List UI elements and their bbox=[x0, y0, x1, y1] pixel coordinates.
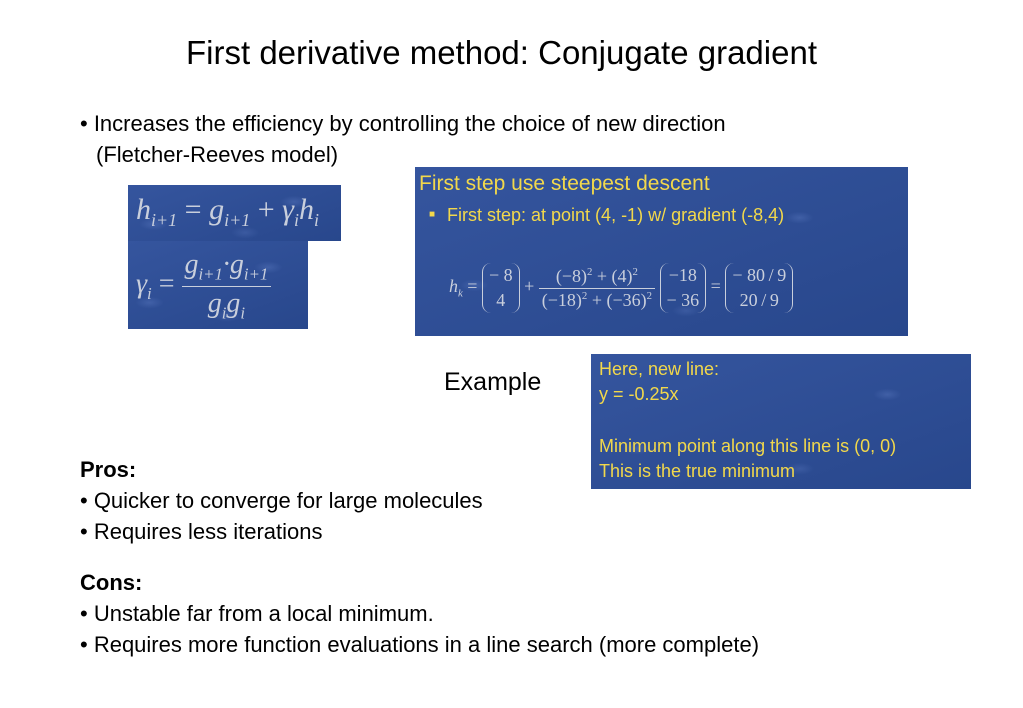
example-line-1: Here, new line: bbox=[599, 359, 720, 379]
steepest-heading: First step use steepest descent bbox=[419, 172, 710, 195]
example-label: Example bbox=[444, 368, 542, 396]
cons-item: • Unstable far from a local minimum. bbox=[80, 601, 434, 626]
example-line-2: y = -0.25x bbox=[599, 384, 679, 404]
pros-heading: Pros: bbox=[80, 457, 137, 482]
formula-h: $h_{i+1} = g_{i+1} + \gamma_ih_i$ bbox=[136, 193, 320, 230]
pros-item: • Quicker to converge for large molecules bbox=[80, 488, 483, 513]
cons-item: • Requires more function evaluations in a line search (more complete) bbox=[80, 632, 760, 657]
cons-heading: Cons: bbox=[80, 570, 143, 595]
steepest-bullet: First step: at point (4, -1) w/ gradient (-8,4) bbox=[447, 205, 785, 225]
formula-h-panel bbox=[128, 185, 341, 241]
formula-gamma: $\gamma_i$ = $\frac{g_{i+1}\cdot g_{i+1}}{g_ig_i}$ bbox=[136, 249, 271, 323]
bullet-efficiency: • Increases the efficiency by controlling the choice of new direction bbox=[80, 111, 726, 136]
pros-item: • Requires less iterations bbox=[80, 519, 323, 544]
formula-gamma-panel bbox=[128, 241, 308, 329]
steepest-descent-panel bbox=[415, 167, 908, 336]
example-line-4: This is the true minimum bbox=[599, 461, 796, 481]
example-panel bbox=[591, 354, 971, 489]
example-line-3: Minimum point along this line is (0, 0) bbox=[599, 436, 897, 456]
bullet-fletcher-reeves: (Fletcher-Reeves model) bbox=[96, 142, 339, 167]
bullet-square-icon: ■ bbox=[429, 209, 436, 220]
formula-hk: $h_k$ = − 8 4 + $\frac{(-8)^2 + (4)^2}{(-18)^2 + (-36)^2}$ −18 − 36 = − 80 / 9 20 / 9 bbox=[449, 263, 793, 313]
page-title: First derivative method: Conjugate gradient bbox=[186, 34, 817, 71]
